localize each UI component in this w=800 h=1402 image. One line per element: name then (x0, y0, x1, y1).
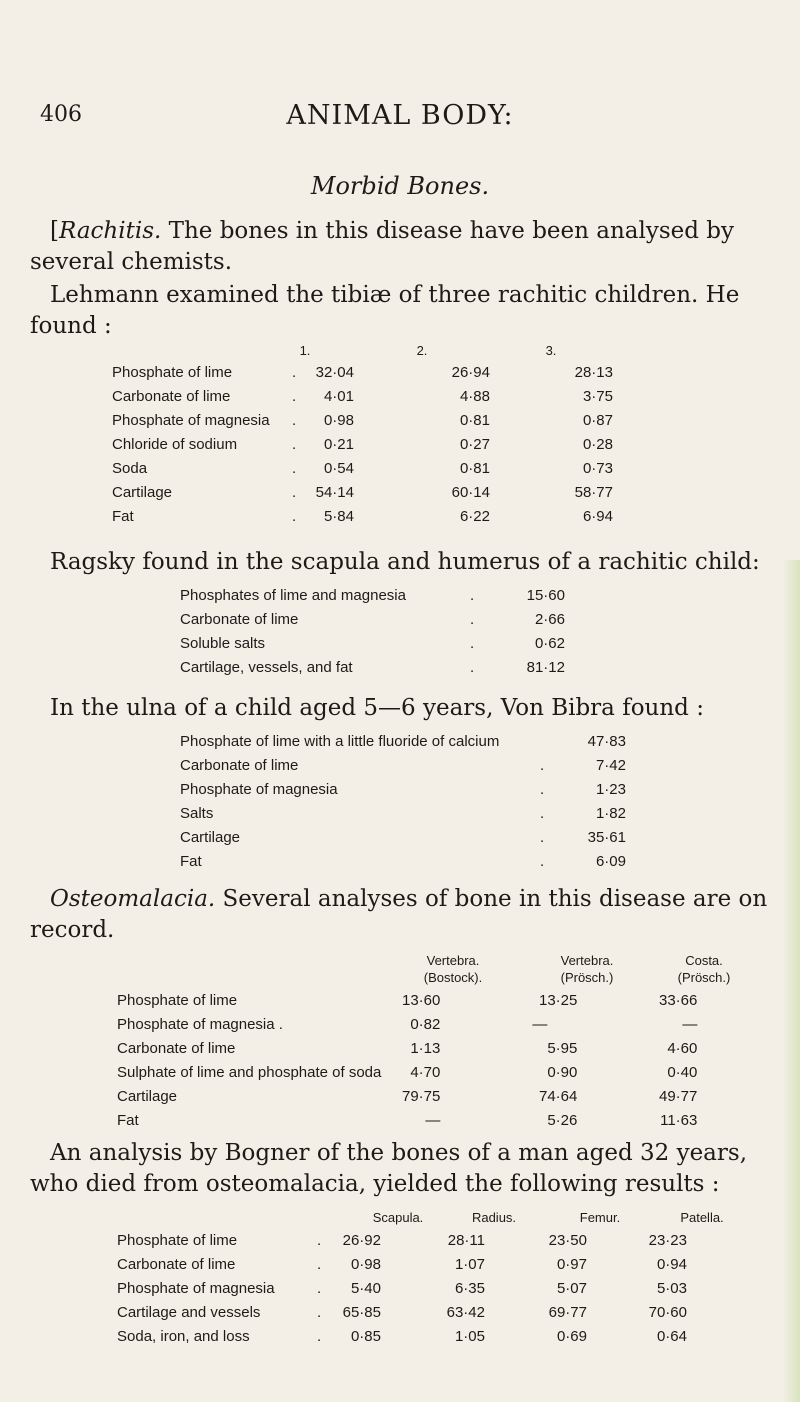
cell-value: 60·14 (451, 483, 490, 501)
rachitis-heading: Rachitis. (58, 218, 162, 244)
cell-value: 5·03 (656, 1279, 687, 1297)
row-label: Phosphate of lime (117, 991, 238, 1009)
row-label: Cartilage (117, 1087, 178, 1105)
cell-value: 0·82 (410, 1015, 441, 1033)
table-row: Fat . 6·09 (180, 849, 626, 873)
table-row: Carbonate of lime . 2·66 (180, 607, 565, 631)
cell-value: 74·64 (539, 1087, 578, 1105)
cell-value: — (532, 1015, 548, 1033)
cell-value: 5·07 (556, 1279, 587, 1297)
cell-value: 13·60 (402, 991, 441, 1009)
row-label: Soda, iron, and loss (117, 1327, 250, 1345)
column-name: Vertebra. (426, 953, 480, 968)
cell-value: 1·07 (454, 1255, 485, 1273)
cell-value: 6·09 (595, 852, 626, 870)
row-label: Phosphate of magnesia (112, 411, 270, 429)
cell-value: 0·87 (582, 411, 613, 429)
cell-value: 70·60 (648, 1303, 687, 1321)
table-row: Cartilage, vessels, and fat . 81·12 (180, 655, 565, 679)
bracket: [ (50, 218, 59, 244)
cell-value: 7·42 (595, 756, 626, 774)
cell-value: 6·22 (459, 507, 490, 525)
table-row: Carbonate of lime . 7·42 (180, 753, 626, 777)
cell-value: 13·25 (539, 991, 578, 1009)
row-label: Cartilage (112, 483, 173, 501)
cell-value: 15·60 (526, 586, 565, 604)
cell-value: 1·23 (595, 780, 626, 798)
cell-value: 0·62 (534, 634, 565, 652)
table-row: Chloride of sodium . 0·21 0·27 0·28 (112, 432, 613, 456)
table-row: Phosphate of magnesia . 0·98 0·81 0·87 (112, 408, 613, 432)
row-label: Phosphate of lime with a little fluoride of calcium (180, 732, 500, 750)
osteomalacia-heading: Osteomalacia. (50, 886, 216, 912)
cell-value: 49·77 (659, 1087, 698, 1105)
bogner-table (117, 1228, 687, 1348)
cell-value: 0·97 (556, 1255, 587, 1273)
cell-value: 5·40 (350, 1279, 381, 1297)
table-row (117, 1108, 697, 1132)
table-row: Cartilage . 35·61 (180, 825, 626, 849)
column-header (537, 952, 637, 986)
cell-value: 0·28 (582, 435, 613, 453)
cell-value: 63·42 (446, 1303, 485, 1321)
cell-value: 0·40 (667, 1063, 698, 1081)
cell-value: 0·54 (323, 459, 354, 477)
column-header: Scapula. (372, 1210, 424, 1225)
cell-value: 5·26 (547, 1111, 578, 1129)
row-label: Cartilage and vessels (117, 1303, 261, 1321)
column-name: Vertebra. (560, 953, 614, 968)
cell-value: 47·83 (587, 732, 626, 750)
row-label: Soluble salts (180, 634, 266, 652)
ragsky-table (180, 583, 565, 679)
column-source: (Bostock). (423, 970, 483, 985)
cell-value: 0·98 (323, 411, 354, 429)
cell-value: 0·98 (350, 1255, 381, 1273)
table-row: Phosphate of magnesia . 5·40 6·35 5·07 5·03 (117, 1276, 687, 1300)
row-label: Phosphate of magnesia (117, 1279, 275, 1297)
cell-value: 26·92 (342, 1231, 381, 1249)
table-row: Fat . 5·84 6·22 6·94 (112, 504, 613, 528)
page-edge-stain (782, 560, 800, 1402)
column-header: Radius. (471, 1210, 517, 1225)
cell-value: 81·12 (526, 658, 565, 676)
row-label: Fat (180, 852, 202, 870)
cell-value: 58·77 (574, 483, 613, 501)
table-row (180, 729, 626, 753)
cell-value: 0·81 (459, 459, 490, 477)
cell-value: 33·66 (659, 991, 698, 1009)
cell-value: 54·14 (315, 483, 354, 501)
cell-value: 11·63 (660, 1111, 698, 1129)
table-row (117, 988, 697, 1012)
cell-value: 23·50 (548, 1231, 587, 1249)
cell-value: 65·85 (342, 1303, 381, 1321)
row-label: Fat (112, 507, 134, 525)
row-label: Cartilage, vessels, and fat (180, 658, 353, 676)
cell-value: 4·60 (667, 1039, 698, 1057)
table-row (117, 1036, 697, 1060)
cell-value: 5·95 (547, 1039, 578, 1057)
cell-value: 23·23 (648, 1231, 687, 1249)
cell-value: 0·21 (323, 435, 354, 453)
cell-value: 2·66 (534, 610, 565, 628)
column-name: Costa. (685, 953, 723, 968)
table-row: Soda, iron, and loss . 0·85 1·05 0·69 0·64 (117, 1324, 687, 1348)
cell-value: 35·61 (587, 828, 626, 846)
running-title: ANIMAL BODY: (286, 100, 514, 131)
column-source: (Prösch.) (677, 970, 731, 985)
table-row: Phosphates of lime and magnesia . 15·60 (180, 583, 565, 607)
column-source: (Prösch.) (560, 970, 614, 985)
cell-value: 4·88 (459, 387, 490, 405)
column-header (654, 952, 754, 986)
row-label: Phosphate of magnesia . (117, 1015, 283, 1033)
cell-value: 4·70 (410, 1063, 441, 1081)
cell-value: 3·75 (582, 387, 613, 405)
cell-value: 32·04 (315, 363, 354, 381)
lehmann-table (112, 360, 613, 528)
rachitis-intro-text: The bones in this disease have been analysed by several chemists. (30, 218, 735, 275)
table-row: Phosphate of magnesia . 1·23 (180, 777, 626, 801)
cell-value: 0·94 (656, 1255, 687, 1273)
row-label: Phosphates of lime and magnesia (180, 586, 406, 604)
cell-value: 0·90 (547, 1063, 578, 1081)
row-label: Fat (117, 1111, 139, 1129)
row-label: Soda (112, 459, 148, 477)
cell-value: 6·94 (582, 507, 613, 525)
table-row: Carbonate of lime . 4·01 4·88 3·75 (112, 384, 613, 408)
bibra-paragraph: In the ulna of a child aged 5—6 years, Von Bibra found : (50, 695, 704, 721)
cell-value: 1·05 (454, 1327, 485, 1345)
table-row (117, 1012, 697, 1036)
row-label: Chloride of sodium (112, 435, 238, 453)
cell-value: 28·11 (447, 1231, 485, 1249)
table-row: Phosphate of lime . 26·92 28·11 23·50 23·23 (117, 1228, 687, 1252)
table-row (117, 1060, 697, 1084)
row-label: Carbonate of lime (180, 610, 299, 628)
column-header: 3. (545, 343, 557, 358)
table-row (117, 1084, 697, 1108)
cell-value: 0·81 (459, 411, 490, 429)
cell-value: 0·27 (459, 435, 490, 453)
bogner-paragraph: An analysis by Bogner of the bones of a man aged 32 years, who died from osteomalacia, yielded the following results : (30, 1140, 748, 1197)
cell-value: — (425, 1111, 441, 1129)
column-header: 2. (416, 343, 428, 358)
cell-value: 79·75 (402, 1087, 441, 1105)
column-header: 1. (299, 343, 311, 358)
lehmann-paragraph: Lehmann examined the tibiæ of three rachitic children. He found : (30, 282, 740, 339)
cell-value: 0·69 (556, 1327, 587, 1345)
osteomalacia-intro (30, 884, 770, 946)
osteomalacia-intro-text: Several analyses of bone in this disease are on record. (30, 886, 768, 943)
section-title: Morbid Bones. (310, 172, 490, 200)
cell-value: 5·84 (323, 507, 354, 525)
cell-value: 0·64 (656, 1327, 687, 1345)
row-label: Salts (180, 804, 214, 822)
column-header (403, 952, 503, 986)
osteomalacia-table (117, 988, 697, 1132)
cell-value: 0·85 (350, 1327, 381, 1345)
row-label: Phosphate of magnesia (180, 780, 338, 798)
cell-value: 69·77 (548, 1303, 587, 1321)
table-row: Cartilage . 54·14 60·14 58·77 (112, 480, 613, 504)
cell-value: 1·82 (595, 804, 626, 822)
table-row: Soda . 0·54 0·81 0·73 (112, 456, 613, 480)
row-label: Carbonate of lime (112, 387, 231, 405)
row-label: Sulphate of lime and phosphate of soda (117, 1063, 382, 1081)
rachitis-intro (30, 216, 770, 278)
row-label: Phosphate of lime (112, 363, 233, 381)
table-row: Cartilage and vessels . 65·85 63·42 69·77 70·60 (117, 1300, 687, 1324)
cell-value: 4·01 (323, 387, 354, 405)
row-label: Carbonate of lime (180, 756, 299, 774)
cell-value: 28·13 (574, 363, 613, 381)
row-label: Carbonate of lime (117, 1039, 236, 1057)
ragsky-paragraph: Ragsky found in the scapula and humerus of a rachitic child: (50, 549, 760, 575)
table-row: Carbonate of lime . 0·98 1·07 0·97 0·94 (117, 1252, 687, 1276)
column-header: Patella. (680, 1210, 724, 1225)
table-row: Salts . 1·82 (180, 801, 626, 825)
cell-value: 0·73 (582, 459, 613, 477)
cell-value: — (682, 1015, 698, 1033)
column-header: Femur. (579, 1210, 621, 1225)
cell-value: 6·35 (454, 1279, 485, 1297)
table-row: Soluble salts . 0·62 (180, 631, 565, 655)
table-row: Phosphate of lime . 32·04 26·94 28·13 (112, 360, 613, 384)
row-label: Carbonate of lime (117, 1255, 236, 1273)
cell-value: 26·94 (451, 363, 490, 381)
bibra-table (180, 729, 626, 873)
row-label: Cartilage (180, 828, 241, 846)
row-label: Phosphate of lime (117, 1231, 238, 1249)
page-number: 406 (40, 102, 82, 127)
cell-value: 1·13 (410, 1039, 441, 1057)
